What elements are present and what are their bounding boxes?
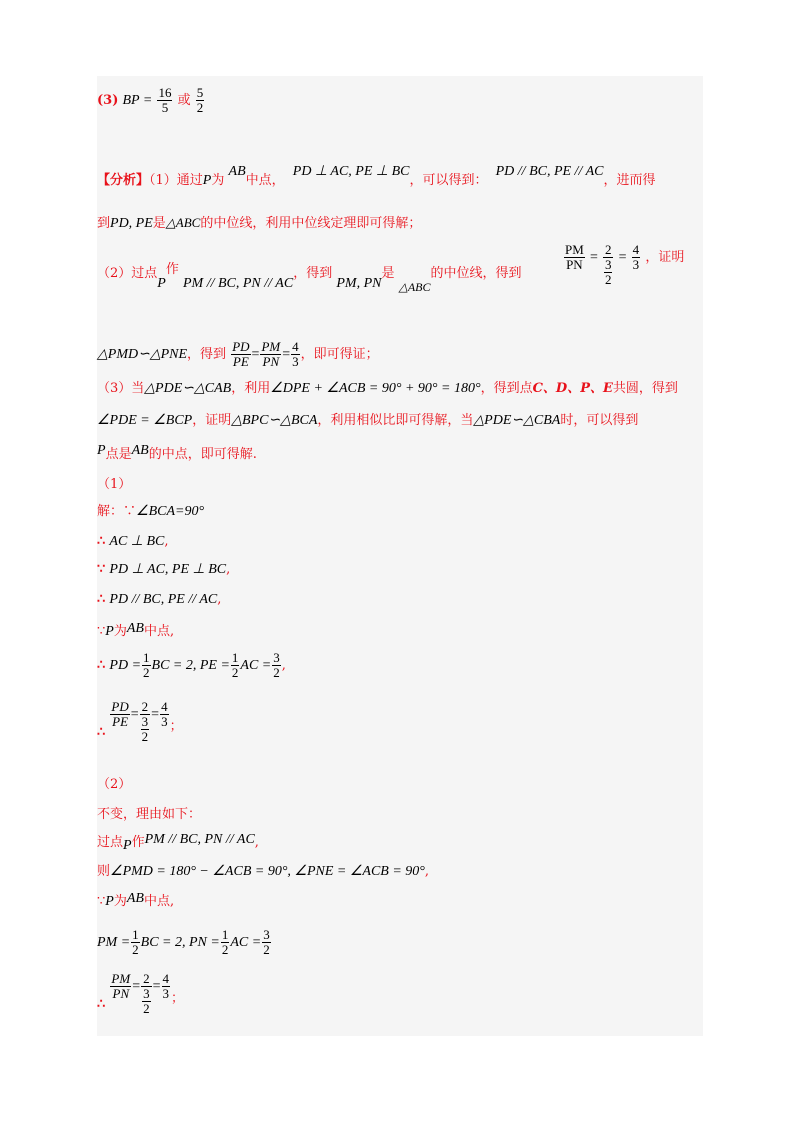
analysis-line-2: 到PD, PE是△ABC的中位线，利用中位线定理即可得解； — [97, 215, 422, 231]
solution1-line-1: 解：∵∠BCA=90° — [97, 504, 205, 519]
q3-or: 或 — [177, 93, 191, 108]
solution2-line-6: ∴ $\frac{PM}{PN}$ = $\frac{2}{\frac{3}{2}}$ = $\frac{4}{3}$ ； — [97, 971, 185, 1016]
q3-lhs: BP = — [122, 93, 153, 108]
solution1-line-2: ∴ AC ⊥ BC, — [97, 534, 169, 549]
q3-fraction-1: $\frac{16}{5}$ — [158, 85, 172, 115]
q3-fraction-2: $\frac{5}{2}$ — [196, 85, 204, 115]
q3-label: (3) — [97, 93, 119, 108]
analysis-line-1: 【分析】（1）通过P为 AB中点， PD ⊥ AC, PE ⊥ BC，可以得到： PD // BC, PE // AC，进而得 — [97, 164, 656, 188]
analysis-line-4: △PMD∽△PNE，得到 $\frac{PD}{PE}$ = $\frac{PM}{PN}$ = $\frac{4}{3}$ ，即可得证； — [97, 339, 379, 369]
analysis-tag: 【分析】 — [97, 173, 150, 188]
analysis-line-7: P点是AB的中点，即可得解. — [97, 443, 257, 462]
solution2-line-3: 则∠PMD = 180° − ∠ACB = 90°, ∠PNE = ∠ACB = 90°, — [97, 864, 430, 879]
solution1-line-5: ∵P为AB中点, — [97, 621, 175, 639]
q3-answer-line — [97, 86, 205, 115]
solution2-line-4: ∵P为AB中点, — [97, 891, 175, 909]
solution2-line-2: 过点P作PM // BC, PN // AC, — [97, 832, 259, 853]
solution1-line-7: ∴ $\frac{PD}{PE}$ = $\frac{2}{\frac{3}{2}}$ = $\frac{4}{3}$ ； — [97, 699, 183, 744]
solution2-line-5: PM = $\frac{1}{2}$ BC = 2, PN = $\frac{1}{2}$ AC = $\frac{3}{2}$ — [97, 927, 270, 957]
analysis-line-3-formula: $\frac{PM}{PN}$ = $\frac{2}{\frac{3}{2}}$ = $\frac{4}{3}$ ，证明 — [565, 242, 685, 287]
solution1-line-3: ∵ PD ⊥ AC, PE ⊥ BC, — [97, 562, 231, 577]
analysis-line-6: ∠PDE = ∠BCP，证明△BPC∽△BCA，利用相似比即可得解，当△PDE∽△CBA时，可以得到 — [97, 413, 639, 428]
solution1-line-4: ∴ PD // BC, PE // AC, — [97, 592, 222, 607]
solution1-label: （1） — [97, 477, 132, 492]
analysis-line-3: （2）过点P作 PM // BC, PN // AC，得到 PM, PN是 △ABC的中位线，得到 — [97, 262, 522, 294]
solution2-line-1: 不变，理由如下： — [97, 807, 202, 822]
solution1-line-6: ∴ PD = $\frac{1}{2}$ BC = 2, PE = $\frac{1}{2}$ AC = $\frac{3}{2}$ , — [97, 650, 286, 680]
solution2-label: （2） — [97, 777, 132, 792]
analysis-line-5: （3）当△PDE∽△CAB，利用∠DPE + ∠ACB = 90° + 90° = 180°，得到点C、D、P、E共圆，得到 — [97, 381, 678, 396]
